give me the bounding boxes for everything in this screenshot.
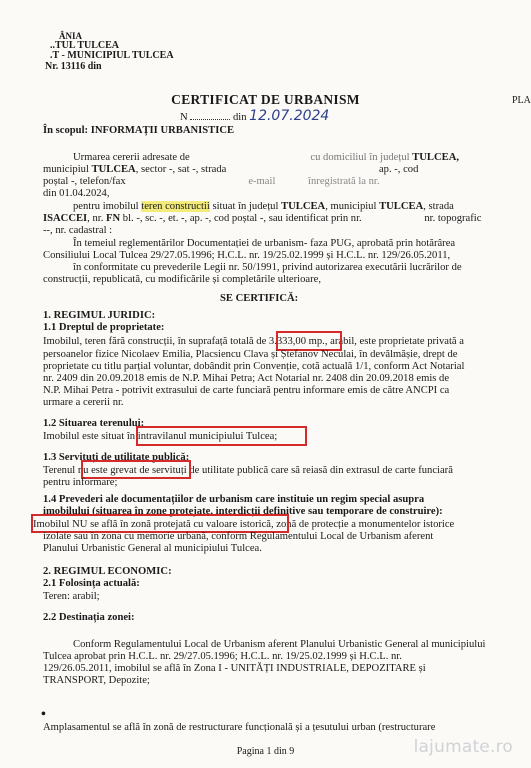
section-1-1-line-4: nr. 2409 din 20.09.2018 emis de N.P. Mihai Petra; Act Notarial nr. 2408 din 20.09.2018 emis de: [43, 373, 450, 384]
section-1-1-heading: 1.1 Dreptul de proprietate:: [43, 322, 165, 333]
section-1-3-line-2: pentru informare;: [43, 477, 118, 488]
handwritten-date: 12.07.2024: [249, 108, 330, 124]
bullet-mark: •: [41, 707, 46, 722]
section-1-4-line-2: izolate sau în zona cu memorie urbană, conform Regulamentului Local de Urbanism aferent: [43, 531, 434, 542]
section-1-3-heading: 1.3 Servituți de utilitate publică:: [43, 452, 190, 463]
section-1-4-heading-2: imobilului (situarea în zone protejate, interdicții definitive sau temporare de construire):: [43, 506, 443, 517]
intro-line-7: --, nr. cadastral :: [43, 225, 113, 236]
section-1-1-line-6: urmare a cererii nr.: [43, 397, 124, 408]
section-2-heading: 2. REGIMUL ECONOMIC:: [43, 566, 172, 577]
section-1-1-line-1: Imobilul, teren fără construcții, în suprafață totală de 3.333,00 mp., arabil, este proprietate privată a: [43, 336, 464, 347]
section-2-2-line-1: Conform Regulamentului Local de Urbanism aferent Planului Urbanistic General al municipiului: [73, 639, 486, 650]
section-1-4-line-1: Imobilul NU se află în zonă protejată cu valoare istorică, zonă de protecție a monumentelor istorice: [33, 519, 455, 530]
section-1-1-line-2: persoanelor fizice Nicolaev Emilia, Placsiencu Clava și Ștefanov Neculai, în devălmășie, drept de: [43, 349, 458, 360]
section-2-2-line-3: 129/26.05.2011, imobilul se află în Zona I - UNITĂȚI INDUSTRIALE, DEPOZITARE și: [43, 663, 426, 674]
intro-line-6: ISACCEI, nr. FN bl. -, sc. -, et. -, ap. -, cod poștal -, sau identificat prin nr. nr. topografic: [43, 213, 482, 224]
se-certifica-heading: SE CERTIFICĂ:: [220, 293, 299, 304]
section-2-1-heading: 2.1 Folosința actuală:: [43, 578, 140, 589]
section-1-1-line-3: proprietate cu titlu parțial voluntar, dobândit prin Convenție, cotă actuală 1/1, conform Act Notarial: [43, 361, 465, 372]
intro-line-5: pentru imobilul teren constructii situat în județul TULCEA, municipiul TULCEA, strada: [73, 201, 454, 212]
intro-line-1: Urmarea cererii adresate de cu domiciliul în județul TULCEA,: [73, 152, 460, 163]
intro-line-10: în conformitate cu prevederile Legii nr. 50/1991, privind autorizarea executării lucrărilor de: [73, 262, 462, 273]
watermark-logo: lajumate.ro: [413, 737, 513, 757]
section-1-3-line-1: Terenul nu este grevat de servituți de utilitate publică care să reiasă din extrasul de carte funciară: [43, 465, 453, 476]
location-highlight-box: [136, 426, 307, 446]
intro-line-11: construcții, republicată, cu modificările și completările ulterioare,: [43, 274, 321, 285]
area-highlight-box: [276, 331, 342, 351]
section-2-2-heading: 2.2 Destinația zonei:: [43, 612, 135, 623]
corner-text: PLA: [512, 95, 531, 106]
section-1-4-line-3: Planului Urbanistic General al municipiului Tulcea.: [43, 543, 262, 554]
section-1-heading: 1. REGIMUL JURIDIC:: [43, 310, 156, 321]
section-2-2-line-4: TRANSPORT, Depozite;: [43, 675, 150, 686]
section-1-1-line-5: N.P. Mihai Petra - potrivit extrasului de carte funciară pentru informare emis de către ANCPI ca: [43, 385, 450, 396]
section-2-2-line-2: Tulcea aprobat prin H.C.L. nr. 29/27.05.1996; H.C.L. nr. 19/25.02.1999 și H.C.L. nr.: [43, 651, 402, 662]
header-line-2: ..TUL TULCEA: [50, 40, 120, 51]
certificate-number: N din 12.07.2024: [180, 108, 330, 124]
section-2-1-text: Teren: arabil;: [43, 591, 100, 602]
page-footer: Pagina 1 din 9: [236, 746, 295, 757]
scope-line: În scopul: INFORMAȚII URBANISTICE: [43, 125, 235, 136]
section-1-2-text: Imobilul este situat în intravilanul municipiului Tulcea;: [43, 431, 278, 442]
header-registry-number: Nr. 13116 din: [45, 61, 102, 72]
page-title: CERTIFICAT DE URBANISM: [171, 92, 360, 107]
intro-line-3: poștal -, telefon/fax e-mail înregistrată la nr.: [43, 176, 380, 187]
intro-line-4: din 01.04.2024,: [43, 188, 110, 199]
header-line-3: .T - MUNICIPIUL TULCEA: [50, 50, 174, 61]
section-1-4-heading-1: 1.4 Prevederi ale documentațiilor de urbanism care instituie un regim special asupra: [43, 494, 425, 505]
section-2-2-line-5: Amplasamentul se află în zonă de restructurare funcțională și a țesutului urban (restructurare: [43, 722, 436, 733]
intro-line-8: În temeiul reglementărilor Documentației de urbanism- faza PUG, aprobată prin hotărârea: [73, 238, 456, 249]
header-line-1: ÂNIA: [59, 31, 83, 41]
section-1-2-heading: 1.2 Situarea terenului:: [43, 418, 145, 429]
highlighted-property-type: teren constructii: [141, 201, 210, 212]
intro-line-9: Consiliului Local Tulcea 29/27.05.1996; H.C.L. nr. 19/25.02.1999 și H.C.L. nr. 129/26.05.2011,: [43, 250, 451, 261]
intro-line-2: municipiul TULCEA, sector -, sat -, strada ap. -, cod: [43, 164, 419, 175]
